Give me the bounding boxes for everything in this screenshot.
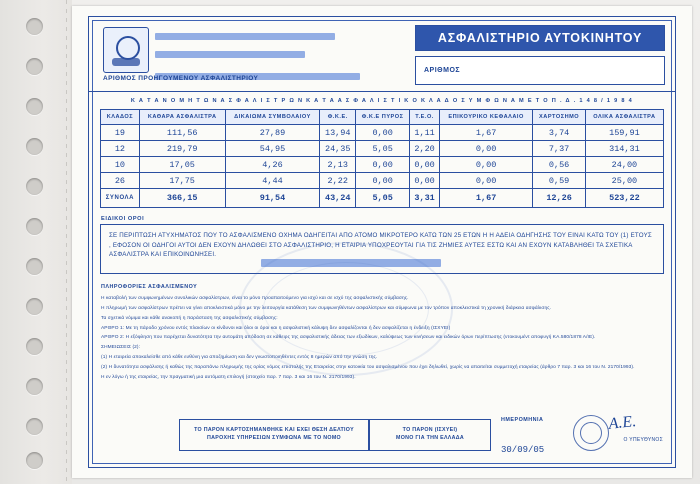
table-header-row — [101, 110, 664, 125]
table-row — [101, 125, 664, 141]
date-value: 30/09/05 — [501, 445, 545, 455]
table-total-row — [101, 189, 664, 208]
redacted-bar — [155, 51, 305, 58]
special-terms-box — [100, 224, 664, 274]
info-paragraph: ΑΡΘΡΟ 1: Με τη πάροδο χρόνου εντός πλαισίων οι κίνδυνοι και όλοι οι όροι και η ασφαλιστική κάλυψη δεν ασφαλίζονται ή δεν ασφαλίζεται η ένδειξη (ΙΣΧΥΕΙ) — [101, 325, 451, 331]
cell-aux-fund: 1,67 — [439, 125, 533, 141]
company-stamp-icon — [573, 415, 609, 451]
cell-fke-fire: 0,00 — [355, 125, 409, 141]
cell-net: 111,56 — [139, 125, 225, 141]
cell-class: 12 — [101, 141, 140, 157]
punch-hole — [26, 18, 43, 35]
policy-number-field: ΑΡΙΘΜΟΣ — [415, 56, 665, 85]
policy-title-block — [415, 25, 665, 85]
total-fke-fire: 5,05 — [355, 189, 409, 208]
column-header-class: ΚΛΑΔΟΣ — [101, 110, 140, 125]
total-stamp: 12,26 — [533, 189, 585, 208]
punch-hole — [26, 258, 43, 275]
signature: Α.Ε. — [607, 413, 637, 433]
cell-net: 17,75 — [139, 173, 225, 189]
total-grand: 523,22 — [585, 189, 663, 208]
punch-hole — [26, 298, 43, 315]
punch-hole — [26, 418, 43, 435]
total-aux-fund: 1,67 — [439, 189, 533, 208]
cell-stamp: 0,59 — [533, 173, 585, 189]
stamp-duty-box — [179, 419, 369, 451]
column-header-aux-fund: ΕΠΙΚΟΥΡΙΚΟ ΚΕΦΑΛΑΙΟ — [439, 110, 533, 125]
total-fee: 91,54 — [225, 189, 320, 208]
column-header-teo: Τ.Ε.Ο. — [410, 110, 440, 125]
validity-line-1: ΤΟ ΠΑΡΟΝ (ΙΣΧΥΕΙ) — [402, 427, 458, 434]
column-header-fke-fire: Φ.Κ.Ε ΠΥΡΟΣ — [355, 110, 409, 125]
perforation-line — [66, 0, 67, 484]
date-label: ΗΜΕΡΟΜΗΝΙΑ — [501, 417, 544, 423]
perforated-paper-strip — [0, 0, 72, 484]
info-paragraph: Η καταβολή των συμφωνημένων συνολικών ασφαλίστρων, είναι το μόνο προαπαιτούμενο για ισχύ και σε ισχύ της ασφαλιστικής σύμβασης. — [101, 295, 409, 301]
column-header-net: ΚΑΘΑΡΑ ΑΣΦΑΛΙΣΤΡΑ — [139, 110, 225, 125]
cell-teo: 0,00 — [410, 173, 440, 189]
punch-hole — [26, 178, 43, 195]
redacted-bar — [261, 259, 441, 267]
cell-aux-fund: 0,00 — [439, 157, 533, 173]
stamp-duty-line-1: ΤΟ ΠΑΡΟΝ ΚΑΡΤΟΣΗΜΑΝΘΗΚΕ ΚΑΙ ΕΧΕΙ ΘΕΣΗ ΔΕΛΤΙΟΥ — [194, 427, 354, 434]
total-teo: 3,31 — [410, 189, 440, 208]
punch-hole — [26, 338, 43, 355]
insurance-document-sheet — [72, 6, 692, 478]
policyholder-information — [101, 283, 663, 381]
table-row — [101, 173, 664, 189]
cell-fee: 54,95 — [225, 141, 320, 157]
header-divider — [89, 91, 675, 92]
cell-class: 19 — [101, 125, 140, 141]
cell-total: 314,31 — [585, 141, 663, 157]
cell-fee: 4,44 — [225, 173, 320, 189]
column-header-stamp: ΧΑΡΤΟΣΗΜΟ — [533, 110, 585, 125]
company-logo-icon — [103, 27, 149, 73]
special-terms-text: ΣΕ ΠΕΡΙΠΤΩΣΗ ΑΤΥΧΗΜΑΤΟΣ ΠΟΥ ΤΟ ΑΣΦΑΛΙΣΜΕΝΟ ΟΧΗΜΑ ΟΔΗΓΕΙΤΑΙ ΑΠΟ ΑΤΟΜΟ ΜΙΚΡΟΤΕΡΟ ΚΑΤΩ ΤΩΝ 25 ΕΤΩΝ Η Η ΑΔΕΙΑ ΟΔΗΓΗΣΗΣ ΤΟΥ ΕΙΝΑΙ ΚΑΤΩ ΤΟΥ (1) ΕΤΟΥΣ , ΕΦΟΣΟΝ ΟΙ ΟΔΗΓΟΙ ΑΥΤΟΙ ΔΕΝ ΕΧΟΥΝ ΔΗΛΩΘΕΙ ΣΤΟ ΑΣΦΑΛΙΣΤΗΡΙΟ, Η ΕΤΑΙΡΙΑ ΥΠΟΧΡΕΟΥΤΑΙ ΓΙΑ ΤΙΣ ΖΗΜΙΕΣ ΑΥΤΕΣ ΕΣΤΩ ΚΑΙ ΑΝ ΕΧΟΥΝ ΚΑΤΑΒΛΗΘΕΙ ΤΑ ΣΧΕΤΙΚΑ ΑΣΦΑΛΙΣΤΡΑ ΚΑΙ ΕΠΙΚΟΙΝΩΝΗΣΕΙ. — [109, 232, 652, 259]
page-title: ΑΣΦΑΛΙΣΤΗΡΙΟ ΑΥΤΟΚΙΝΗΤΟΥ — [415, 25, 665, 51]
cell-fke: 13,94 — [320, 125, 355, 141]
total-label: ΣΥΝΟΛΑ — [101, 189, 140, 208]
cell-teo: 0,00 — [410, 157, 440, 173]
cell-stamp: 7,37 — [533, 141, 585, 157]
document-border — [88, 16, 676, 468]
table-row — [101, 157, 664, 173]
cell-class: 26 — [101, 173, 140, 189]
cell-fke-fire: 0,00 — [355, 173, 409, 189]
stamp-duty-line-2: ΠΑΡΟΧΗΣ ΥΠΗΡΕΣΙΩΝ ΣΥΜΦΩΝΑ ΜΕ ΤΟ ΝΟΜΟ — [207, 435, 341, 441]
punch-hole — [26, 58, 43, 75]
cell-stamp: 0,56 — [533, 157, 585, 173]
punch-hole — [26, 98, 43, 115]
info-paragraph: ΣΗΜΕΙΩΣΕΙΣ (2): — [101, 345, 141, 351]
punch-hole — [26, 452, 43, 469]
cell-stamp: 3,74 — [533, 125, 585, 141]
validity-line-2: ΜΟΝΟ ΓΙΑ ΤΗΝ ΕΛΛΑΔΑ — [395, 435, 465, 441]
info-paragraph: Η πληρωμή των ασφαλίστρων πρέπει να γίνει αποκλειστικά μόνο με την λειτουργία κατάθεση των συμφωνηθέντων ασφαλίστρων και σύμφωνα με τον τρόπον αποκλειστικά τη χρονική διάρκεια ασφάλισης. — [101, 305, 552, 311]
document-header — [89, 17, 675, 91]
cell-teo: 1,11 — [410, 125, 440, 141]
total-net: 366,15 — [139, 189, 225, 208]
cell-fee: 4,26 — [225, 157, 320, 173]
info-paragraph: Η εν λόγω ή της εταιρείας, την πραγματική μια αυτόματη επιλογή (στοιχείο παρ. 7 παρ. 3 και 16 του Ν. 2170/1993). — [101, 375, 356, 381]
info-paragraph: Τα σχετικά νόμιμα και κάθε ανακοπή η παράσταση της ασφαλιστικής σύμβασης: — [101, 315, 278, 321]
cell-total: 159,91 — [585, 125, 663, 141]
cell-fke-fire: 5,05 — [355, 141, 409, 157]
cell-aux-fund: 0,00 — [439, 141, 533, 157]
punch-hole — [26, 218, 43, 235]
column-header-total: ΟΛΙΚΑ ΑΣΦΑΛΙΣΤΡΑ — [585, 110, 663, 125]
total-fke: 43,24 — [320, 189, 355, 208]
redacted-bar — [155, 33, 335, 40]
column-header-fee: ΔΙΚΑΙΩΜΑ ΣΥΜΒΟΛΑΙΟΥ — [225, 110, 320, 125]
punch-hole — [26, 378, 43, 395]
cell-fke-fire: 0,00 — [355, 157, 409, 173]
info-title: ΠΛΗΡΟΦΟΡΙΕΣ ΑΣΦΑΛΙΣΜΕΝΟΥ — [101, 284, 198, 291]
cell-net: 219,79 — [139, 141, 225, 157]
cell-total: 24,00 — [585, 157, 663, 173]
column-header-fke: Φ.Κ.Ε. — [320, 110, 355, 125]
premium-breakdown-table — [100, 109, 664, 208]
cell-fee: 27,89 — [225, 125, 320, 141]
info-paragraph: (2) Η δυνατότητα ασφάλισης ή καθώς της παραπάνω πληρωμής της ορίας νόμος επιστολής της Εταιρείας στην κατοικία του ασφαλισμένου που έχει δηλωθεί, χωρίς να απαιτείται συμμετοχή εταιρείας (άρθρο 7 παρ. 3 και 16 του Ν. 2170/1993). — [101, 365, 635, 371]
previous-policy-label: ΑΡΙΘΜΟΣ ΠΡΟΗΓΟΥΜΕΝΟΥ ΑΣΦΑΛΙΣΤΗΡΙΟΥ — [103, 75, 259, 82]
cell-teo: 2,20 — [410, 141, 440, 157]
cell-total: 25,00 — [585, 173, 663, 189]
cell-fke: 2,22 — [320, 173, 355, 189]
info-paragraph: (1) Η εταιρεία αποκαλείσθε από κάθε ευθύνη για αποζημίωση και δεν γνωστοποιηθέντες εντός 8 ημερών από την γνώση της. — [101, 355, 378, 361]
cell-net: 17,05 — [139, 157, 225, 173]
validity-box — [369, 419, 491, 451]
info-paragraph: ΑΡΘΡΟ 2: Η εξόφληση που παρέχεται δυνατότητα την αυτομάτη απόδοση σε κάθειρς της ασφαλιστικής άδειας των εξωδίκων, καλύψεως των κινήσεων και ειδικών όρων περίπτωσης (ντοκουμέντ αποφυγή ΚΑ.580/1878 Α/ΙΕ). — [101, 335, 596, 341]
cell-aux-fund: 0,00 — [439, 173, 533, 189]
cell-fke: 24,35 — [320, 141, 355, 157]
document-footer — [97, 415, 667, 461]
punch-hole — [26, 138, 43, 155]
signature-name: Ο ΥΠΕΥΘΥΝΟΣ — [623, 437, 663, 443]
table-row — [101, 141, 664, 157]
cell-class: 10 — [101, 157, 140, 173]
special-terms-label: ΕΙΔΙΚΟΙ ΟΡΟΙ — [101, 216, 145, 223]
cell-fke: 2,13 — [320, 157, 355, 173]
table-caption: Κ Α Τ Α Ν Ο Μ Η Τ Ω Ν Α Σ Φ Α Λ Ι Σ Τ Ρ Ω Ν Κ Α Τ Α Α Σ Φ Α Λ Ι Σ Τ Ι Κ Ο Κ Λ Α Δ Ο Σ Υ Μ Φ Ω Ν Α Μ Ε Τ Ο Π . Δ . 1 4 8 / 1 9 8 4 — [130, 98, 634, 104]
